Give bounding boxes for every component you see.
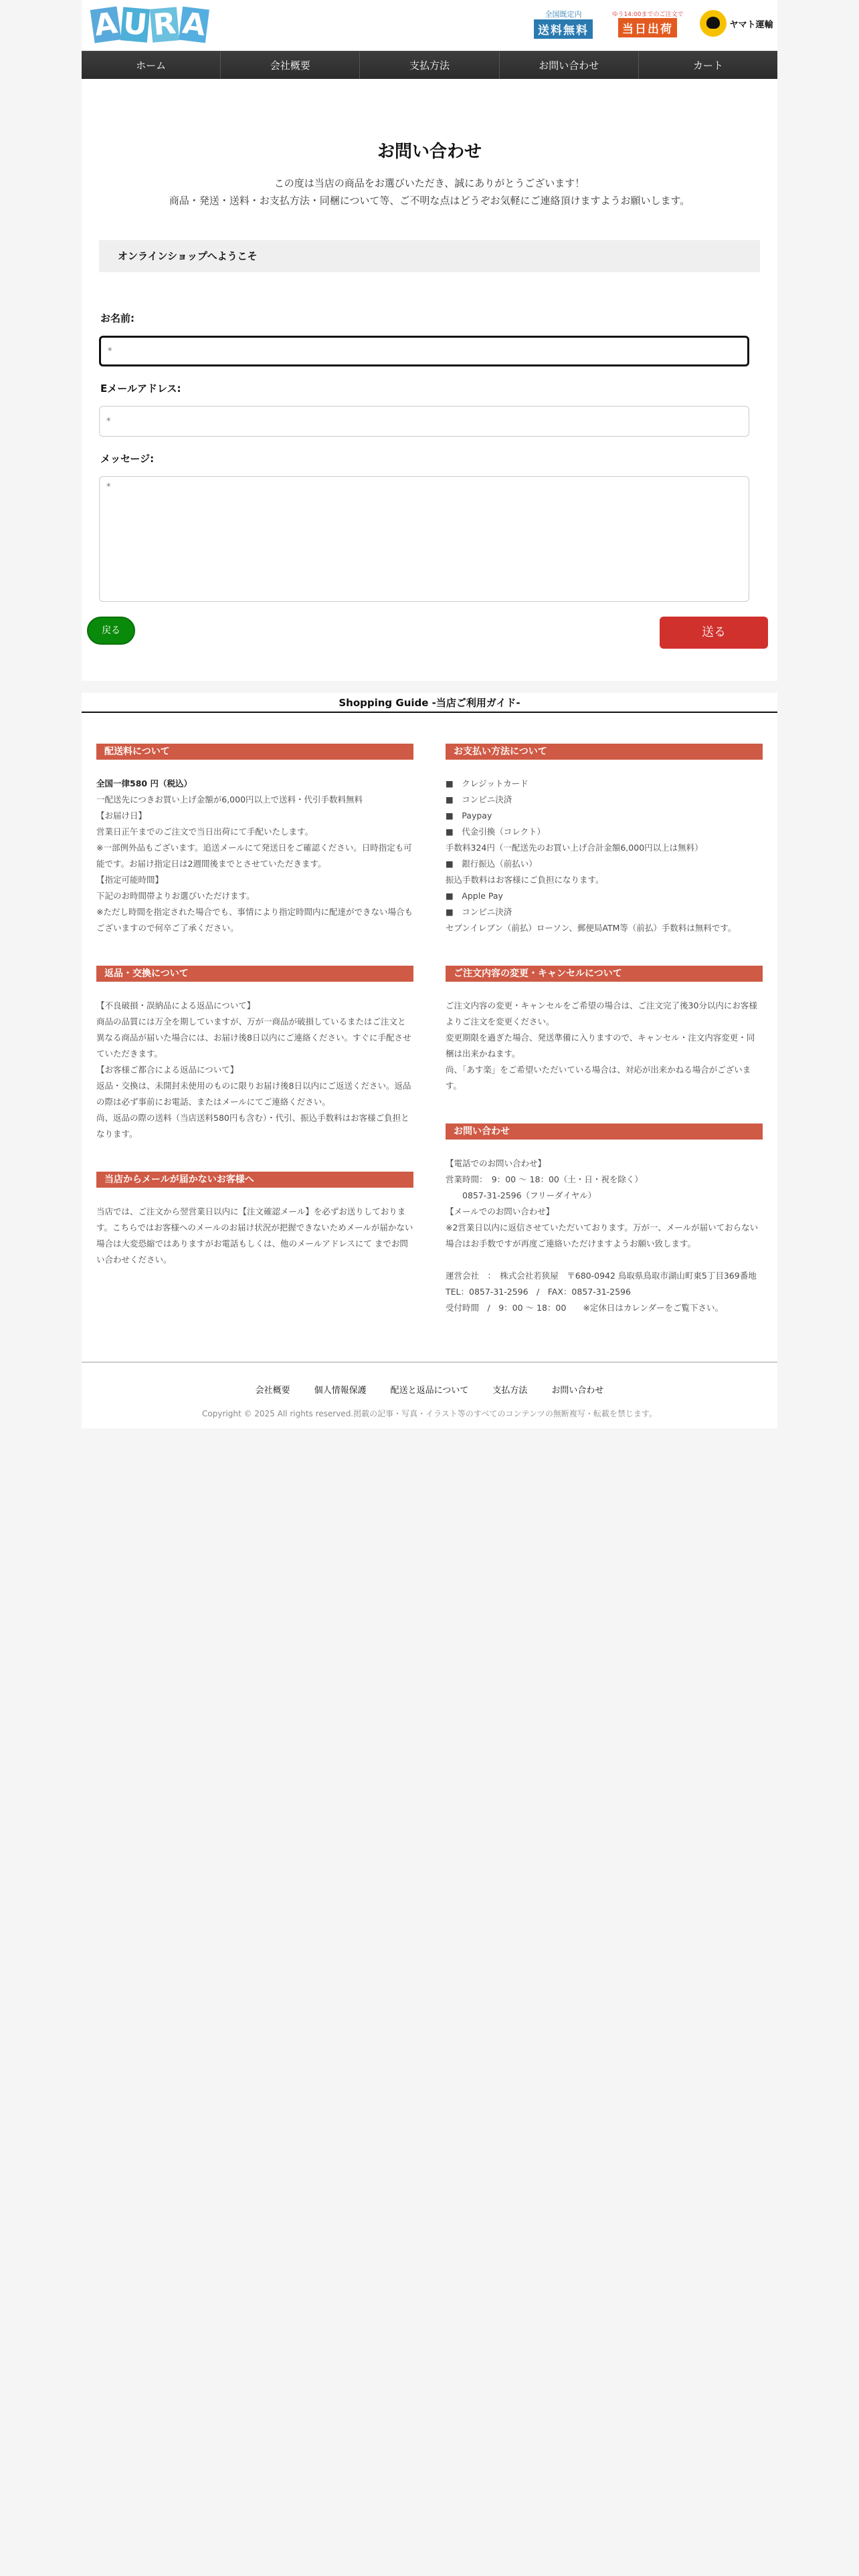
guide-line: ※一部例外品もございます。追送メールにて発送日をご確認ください。日時指定も可能です。お届け指定日は2週間後までとさせていただきます。 [96, 843, 412, 869]
same-day-label: 当日出荷 [618, 18, 677, 37]
guide-line: 【電話でのお問い合わせ】 [446, 1158, 547, 1168]
guide-line: 【お届け日】 [96, 811, 147, 821]
inquiry-heading: お問い合わせ [446, 1123, 763, 1140]
inquiry-body [446, 1156, 763, 1316]
guide-line: 営業日正午までのご注文で当日出荷にて手配いたします。 [96, 827, 314, 837]
page [82, 0, 777, 1428]
logo-letter: A [179, 7, 209, 43]
message-label: メッセージ: [100, 453, 155, 465]
no-mail-heading: 当店からメールが届かないお客様へ [96, 1172, 413, 1188]
guide-columns [82, 713, 777, 1346]
changes-body [446, 998, 763, 1094]
guide-line: ■ 代金引換（コレクト） [446, 827, 546, 837]
guide-title: Shopping Guide -当店ご利用ガイド- [82, 693, 777, 713]
guide-line: ■ クレジットカード [446, 778, 529, 788]
guide-line: 一配送先につきお買い上げ金額が6,000円以上で送料・代引手数料無料 [96, 794, 363, 804]
guide-line: 変更期限を過ぎた場合、発送準備に入りますので、キャンセル・注文内容変更・同梱は出来かねます。 [446, 1033, 755, 1059]
carrier-banner [696, 9, 777, 38]
guide-line: ■ コンビニ決済 [446, 794, 512, 804]
guide-line: 営業時間： 9：00 〜 18：00（土・日・祝を除く） [446, 1174, 643, 1184]
guide-column-right [446, 744, 763, 1346]
header-banners [527, 8, 777, 39]
shipping-body [96, 776, 413, 936]
contact-section [82, 79, 777, 681]
guide-line: 尚、「あす楽」をご希望いただいている場合は、対応が出来かねる場合がございます。 [446, 1065, 751, 1091]
changes-heading: ご注文内容の変更・キャンセルについて [446, 966, 763, 982]
guide-line: 【メールでのお問い合わせ】 [446, 1206, 555, 1216]
guide-line: ■ コンビニ決済 [446, 907, 512, 917]
form-buttons [82, 617, 777, 654]
guide-line: 尚、返品の際の送料（当店送料580円も含む）・代引、振込手数料はお客様ご負担となります。 [96, 1113, 409, 1139]
message-textarea[interactable] [99, 476, 749, 602]
guide-line: 【指定可能時間】 [96, 875, 164, 885]
guide-line: 下記のお時間帯よりお選びいただけます。 [96, 891, 255, 901]
email-input[interactable] [99, 406, 749, 437]
logo-letter: A [90, 6, 122, 43]
footer-link-payment[interactable]: 支払方法 [492, 1386, 528, 1396]
same-day-shipping-banner [611, 9, 684, 38]
copyright: Copyright © 2025 All rights reserved.掲載の記事・写真・イラスト等のすべてのコンテンツの無断複写・転載を禁じます。 [202, 1409, 657, 1418]
nav-item-contact[interactable]: お問い合わせ [500, 51, 639, 79]
guide-line: 受付時間 / 9：00 〜 18：00 ※定休日はカレンダーをご覧下さい。 [446, 1303, 723, 1313]
nav-item-home[interactable]: ホーム [82, 51, 221, 79]
guide-line: ※2営業日以内に返信させていただいております。万が一、メールが届いておらない場合はお手数ですが再度ご連絡いただけますようお願い致します。 [446, 1222, 759, 1249]
email-label: Eメールアドレス: [100, 383, 181, 395]
contact-form [99, 311, 748, 602]
logo-letter: R [150, 7, 179, 42]
guide-line: 運営会社 ： 株式会社若狭屋 〒680-0942 鳥取県鳥取市湖山町東5丁目369番地 [446, 1271, 757, 1281]
intro-line: 商品・発送・送料・お支払方法・同梱について等、ご不明な点はどうぞお気軽にご連絡頂けますようお願いします。 [169, 195, 690, 207]
logo-letter: U [120, 7, 150, 42]
guide-line: ■ Paypay [446, 811, 492, 821]
payment-heading: お支払い方法について [446, 744, 763, 760]
same-day-caption: ゆう14:00までのご注文で [611, 11, 684, 18]
yamato-cat-icon [700, 10, 727, 37]
guide-line: セブンイレブン（前払）ローソン、郵便局ATM等（前払）手数料は無料です。 [446, 923, 737, 933]
nav-item-company[interactable]: 会社概要 [221, 51, 360, 79]
site-logo[interactable] [92, 5, 213, 44]
welcome-banner: オンラインショップへようこそ [99, 240, 760, 272]
guide-line: ※ただし時間を指定された場合でも、事情により指定時間内に配達ができない場合もございますので何卒ご了承ください。 [96, 907, 413, 933]
footer-link-company[interactable]: 会社概要 [255, 1386, 290, 1396]
send-button[interactable]: 送る [660, 617, 768, 649]
guide-line: 商品の品質には万全を期していますが、万が一商品が破損しているまたはご注文と異なる商品が届いた場合には、お届け後8日以内にご連絡ください。すぐに手配させていただきます。 [96, 1016, 411, 1059]
footer-links [82, 1363, 777, 1396]
guide-line: TEL：0857-31-2596 / FAX：0857-31-2596 [446, 1287, 631, 1297]
shopping-guide [82, 693, 777, 1362]
footer-link-contact[interactable]: お問い合わせ [551, 1386, 604, 1396]
guide-line: 返品・交換は、未開封未使用のものに限りお届け後8日以内にご返送ください。返品の際は必ず事前にお電話、またはメールにてご連絡ください。 [96, 1081, 411, 1107]
back-button[interactable]: 戻る [87, 617, 135, 645]
guide-line: 当店では、ご注文から翌営業日以内に【注文確認メール】を必ずお送りしております。こちらではお客様へのメールのお届け状況が把握できないためメールが届かない場合は大変恐縮ではありますがお電話もしくは、他のメールアドレスにて までお問い合わせください。 [96, 1206, 413, 1265]
intro-text [82, 175, 777, 209]
payment-body [446, 776, 763, 936]
name-input[interactable] [99, 336, 749, 366]
shipping-heading: 配送料について [96, 744, 413, 760]
guide-line: 振込手数料はお客様にご負担になります。 [446, 875, 604, 885]
guide-line: 【お客様ご都合による返品について】 [96, 1065, 239, 1075]
free-shipping-caption: 全国既定内 [545, 9, 582, 19]
returns-body [96, 998, 413, 1142]
site-footer [82, 1362, 777, 1428]
guide-line: 【不良破損・誤納品による返品について】 [96, 1000, 256, 1010]
footer-link-shipping-returns[interactable]: 配送と返品について [390, 1386, 469, 1396]
guide-line: 全国一律580 円（税込） [96, 778, 192, 788]
nav-item-cart[interactable]: カート [639, 51, 777, 79]
page-title: お問い合わせ [377, 142, 482, 162]
guide-line: ■ 銀行振込（前払い） [446, 859, 537, 869]
guide-line: ご注文内容の変更・キャンセルをご希望の場合は、ご注文完了後30分以内にお客様よりご注文を変更ください。 [446, 1000, 757, 1027]
intro-line: この度は当店の商品をお選びいただき、誠にありがとうございます！ [274, 177, 585, 189]
name-label: お名前: [100, 312, 134, 324]
returns-heading: 返品・交換について [96, 966, 413, 982]
guide-line: ■ Apple Pay [446, 891, 503, 901]
guide-column-left [96, 744, 413, 1346]
guide-line: 0857-31-2596（フリーダイヤル） [446, 1190, 597, 1200]
guide-line [446, 1252, 763, 1268]
free-shipping-label: 送料無料 [534, 19, 593, 39]
nav-item-payment[interactable]: 支払方法 [360, 51, 499, 79]
main-nav [82, 51, 777, 79]
guide-line: 手数料324円（一配送先のお買い上げ合計金額6,000円以上は無料） [446, 843, 703, 853]
footer-link-privacy[interactable]: 個人情報保護 [314, 1386, 367, 1396]
site-header [82, 0, 777, 51]
no-mail-body [96, 1204, 413, 1268]
free-shipping-banner [527, 9, 599, 38]
carrier-label: ヤマト運輸 [729, 19, 773, 30]
